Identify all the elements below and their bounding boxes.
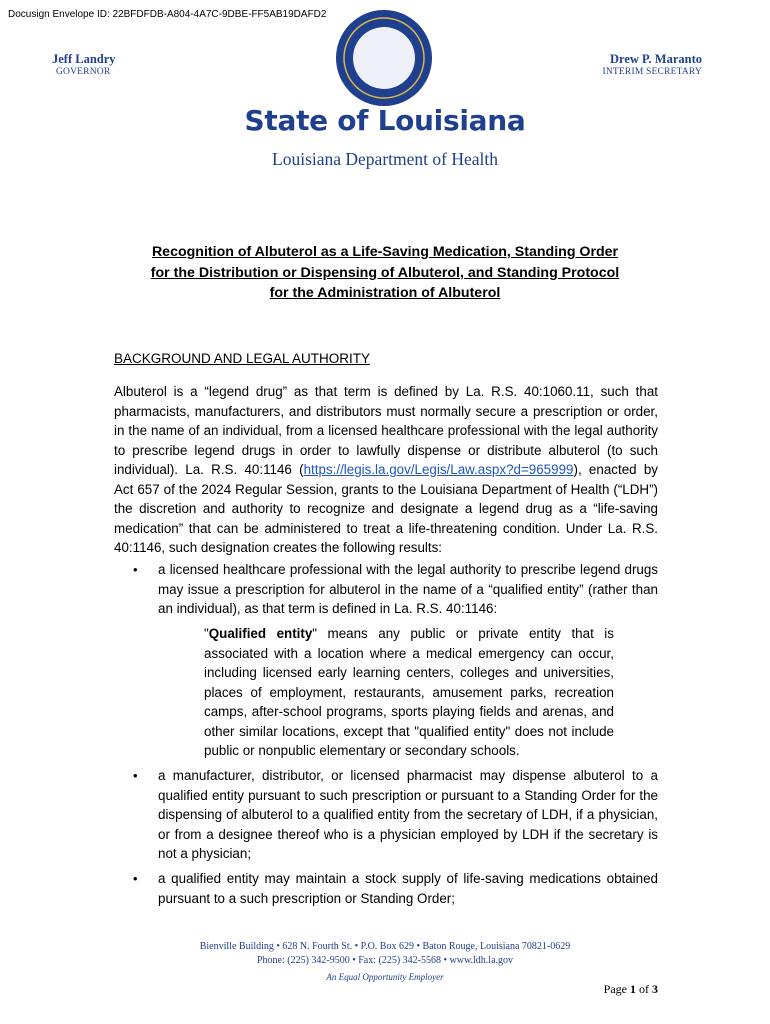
document-title-line: Recognition of Albuterol as a Life-Saving Medication, Standing Order bbox=[151, 244, 619, 260]
list-item-text: a manufacturer, distributor, or licensed pharmacist may dispense albuterol to a qualified entity pursuant to such prescription or pursuant to a Standing Order for the dispensing of albuterol to a qualified entity from the secretary of LDH, if a physician, or from a designee thereof who is a physician employed by LDH if the secretary is not a physician; bbox=[158, 768, 658, 861]
department-name: Louisiana Department of Health bbox=[272, 149, 498, 169]
secretary-title: INTERIM SECRETARY bbox=[602, 67, 702, 77]
qualified-entity-definition bbox=[204, 624, 614, 761]
document-title-line: for the Administration of Albuterol bbox=[269, 285, 501, 301]
page-number bbox=[604, 982, 658, 997]
page-label: Page bbox=[603, 982, 627, 996]
list-item-text: a qualified entity may maintain a stock supply of life-saving medications obtained pursuant to a such prescription or Standing Order; bbox=[158, 871, 658, 906]
document-title bbox=[100, 242, 670, 304]
bullet-icon: • bbox=[133, 871, 138, 886]
document-title-line: for the Distribution or Dispensing of Albuterol, and Standing Protocol bbox=[150, 264, 620, 281]
quote-mark: " bbox=[204, 626, 209, 641]
footer-address: Bienville Building • 628 N. Fourth St. • P.O. Box 629 • Baton Rouge, Louisiana 70821-0629 bbox=[199, 941, 571, 952]
page-current: 1 bbox=[630, 982, 636, 996]
governor-title: GOVERNOR bbox=[56, 67, 111, 77]
bullet-icon: • bbox=[133, 768, 138, 783]
page-total: 3 bbox=[652, 982, 658, 996]
defined-term: Qualified entity bbox=[208, 626, 313, 641]
letterhead-footer bbox=[0, 940, 770, 984]
bullet-icon: • bbox=[133, 562, 138, 577]
state-seal-icon bbox=[334, 8, 434, 108]
section-heading: BACKGROUND AND LEGAL AUTHORITY bbox=[114, 351, 371, 366]
footer-eoe: An Equal Opportunity Employer bbox=[326, 972, 444, 982]
intro-paragraph bbox=[114, 382, 658, 558]
intro-text: Albuterol is a “legend drug” as that term is defined by La. R.S. 40:1060.11, such that pharmacists, manufacturers, and distributors must normally secure a prescription or order, in the name of an individual, from a licensed healthcare professional with the legal authority to prescribe legend drugs in order to lawfully dispense or distribute albuterol (to such individual). La. R.S. 40:1146 ( bbox=[114, 384, 658, 477]
secretary-name: Drew P. Maranto bbox=[610, 52, 702, 66]
definition-text: " means any public or private entity that is associated with a location where a medical emergency can occur, including licensed early learning centers, colleges and universities, places of employment, restaurants, amusement parks, recreation camps, after-school programs, sports playing fields and arenas, and other similar locations, except that "qualified entity" does not include public or nonpublic elementary or secondary schools. bbox=[204, 626, 614, 758]
law-link[interactable]: https://legis.la.gov/Legis/Law.aspx?d=965999 bbox=[303, 462, 574, 477]
footer-contact: Phone: (225) 342-9500 • Fax: (225) 342-5568 • www.ldh.la.gov bbox=[256, 955, 514, 966]
state-title: State of Louisiana bbox=[244, 104, 526, 137]
docusign-envelope-id: Docusign Envelope ID: 22BFDFDB-A804-4A7C-9DBE-FF5AB19DAFD2 bbox=[8, 9, 327, 20]
intro-text-continued: ), enacted by Act 657 of the 2024 Regular Session, grants to the Louisiana Department of Health (“LDH”) the discretion and authority to recognize and designate a legend drug as a “life-saving medication” that can be administered to treat a life-threatening condition. Under La. R.S. 40:1146, such designation creates the following results: bbox=[114, 462, 658, 555]
governor-name: Jeff Landry bbox=[52, 52, 116, 66]
page-of-label: of bbox=[639, 982, 649, 996]
list-item-text: a licensed healthcare professional with the legal authority to prescribe legend drugs may issue a prescription for albuterol in the name of a “qualified entity” (rather than an individual), as that term is defined in La. R.S. 40:1146: bbox=[158, 562, 658, 616]
